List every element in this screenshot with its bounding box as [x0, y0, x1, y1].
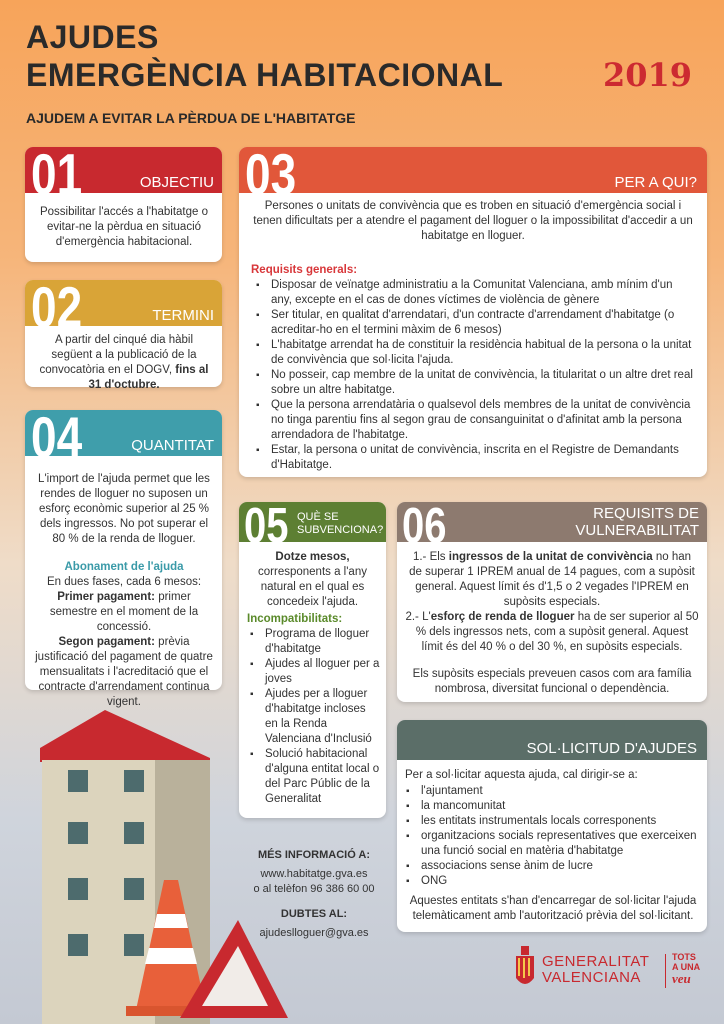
quantitat-text: L'import de l'ajuda permet que les rendes de lloguer no suposen un esforç econòmic superior al 25 % dels ingressos. No pot superar el 80 % de la renda de lloguer.: [38, 473, 210, 545]
more-info-title: MÉS INFORMACIÓ A:: [257, 849, 371, 861]
list-item: ▪ Solució habitacional d'alguna entitat local o del Parc Públic de la Generalitat: [247, 747, 381, 807]
list-item: ▪ associacions sense ànim de lucre: [403, 859, 703, 874]
section-termini: [25, 280, 222, 391]
section-quantitat-header: [25, 410, 222, 456]
section-vulnerabilitat: [397, 502, 707, 702]
sollicitud-intro: Per a sol·licitar aquesta ajuda, cal dirigir-se a:: [405, 769, 638, 781]
termini-text-main: A partir del cinqué dia hàbil següent a la publicació de la convocatòria en el DOGV,: [39, 334, 197, 376]
p1-pre: 1.- Els: [412, 551, 446, 563]
section-vulnerabilitat-header: [397, 502, 707, 542]
slogan-line-3: veu: [672, 971, 691, 986]
section-label-line-1: QUÈ SE: [297, 511, 339, 523]
coat-of-arms-icon: [512, 946, 538, 992]
sollicitud-footer: Aquestes entitats s'han d'encarregar de sol·licitar l'ajuda telemàticament amb l'autorització prèvia del sol·licitant.: [409, 895, 697, 922]
abonament-line: En dues fases, cada 6 mesos:: [46, 576, 202, 588]
list-item: ▪ la mancomunitat: [403, 799, 703, 814]
incompatibilitats-title: Incompatibilitats:: [247, 613, 343, 625]
section-objectiu-header: [25, 147, 222, 193]
phone-number: o al telèfon 96 386 60 00: [253, 883, 375, 895]
requisits-generals-list: [253, 278, 693, 473]
p1-bold: ingressos de la unitat de convivència: [448, 551, 653, 563]
primer-pagament: [33, 590, 215, 635]
title-line-2: EMERGÈNCIA HABITACIONAL: [26, 57, 504, 93]
slogan-line-2: A UNA: [672, 962, 701, 972]
subvenciona-body: corresponents a l'any natural en el qual es concedeix l'ajuda.: [258, 566, 367, 608]
section-label: TERMINI: [152, 307, 214, 324]
p2-pre: 2.- L': [405, 611, 431, 623]
logo-name: [542, 954, 649, 986]
list-item: ▪ ONG: [403, 874, 703, 889]
year: 2019: [603, 56, 693, 94]
list-item: ▪ Disposar de veïnatge administratiu a la Comunitat Valenciana, amb mínim d'un any, excepte en el cas de dones víctimes de violència de gènere: [253, 278, 693, 308]
section-subvenciona-header: [239, 502, 386, 542]
logo-line-1: GENERALITAT: [542, 953, 650, 970]
list-item: ▪ organitzacions socials representatives que exerceixen una funció social en matèria d'habitatge: [403, 829, 703, 859]
building-roof: [40, 710, 210, 762]
subvenciona-bold: Dotze mesos,: [275, 551, 350, 563]
vulnerabilitat-text: [405, 550, 699, 697]
section-number: 05: [244, 502, 289, 542]
segon-pagament-label: Segon pagament:: [58, 636, 155, 648]
slogan-line-1: TOTS: [672, 952, 696, 962]
section-quantitat: [25, 410, 222, 708]
primer-pagament-text: primer semestre en el moment de la concessió.: [49, 591, 199, 633]
list-item: ▪ Ser titular, en qualitat d'arrendatari, d'un contracte d'arrendament d'habitatge (o acreditar-ho en el termini màxim de 6 mesos): [253, 308, 693, 338]
section-sollicitud-header: [397, 720, 707, 760]
section-number: 02: [31, 280, 83, 326]
primer-pagament-label: Primer pagament:: [57, 591, 155, 603]
section-label-line-2: SUBVENCIONA?: [297, 524, 384, 536]
section-number: 04: [31, 410, 83, 456]
section-label: SOL·LICITUD D'AJUDES: [526, 740, 697, 757]
email-link[interactable]: ajudeslloguer@gva.es: [259, 927, 369, 939]
p2-post: ha de ser superior al 50 % dels ingressos nets, com a supòsit general. Aquest límit és del 40 % o del 30 %, en supòsits especials.: [415, 611, 699, 653]
sollicitud-list: [403, 784, 703, 889]
section-label: [575, 505, 699, 539]
vulnerabilitat-p3: Els supòsits especials preveuen casos com ara família nombrosa, diversitat funcional o dependència.: [412, 668, 692, 695]
section-termini-header: [25, 280, 222, 326]
section-number: 01: [31, 147, 83, 193]
per-a-qui-intro: Persones o unitats de convivència que es troben en situació d'emergència social i tenen dificultats per a atendre el pagament del lloguer o la impossibilitat d'accedir a un habitatge en lloguer.: [253, 200, 693, 242]
objectiu-text: Possibilitar l'accés a l'habitatge o evitar-ne la pèrdua en situació d'emergència habitacional.: [39, 206, 209, 248]
list-item: ▪ Que la persona arrendatària o qualsevol dels membres de la unitat de convivència no tinga parentiu fins al segon grau de consanguinitat o d'afinitat amb la persona arrendadora de l'habitatge.: [253, 398, 693, 443]
subtitle: AJUDEM A EVITAR LA PÈRDUA DE L'HABITATGE: [26, 110, 356, 126]
title-line-1: AJUDES: [26, 19, 159, 55]
subvenciona-text: [247, 550, 378, 610]
section-objectiu: [25, 147, 222, 262]
termini-text: [33, 333, 215, 393]
section-label: PER A QUI?: [614, 174, 697, 191]
section-number: 06: [402, 502, 447, 542]
list-item: ▪ L'habitatge arrendat ha de constituir la residència habitual de la persona o la unitat de convivència que sol·licita l'ajuda.: [253, 338, 693, 368]
termini-deadline: fins al 31 d'octubre.: [88, 364, 209, 391]
section-label: [297, 511, 383, 537]
abonament-block: [33, 560, 215, 710]
segon-pagament: [33, 635, 215, 710]
section-per-a-qui-header: [239, 147, 707, 193]
section-label: OBJECTIU: [139, 174, 214, 191]
vulnerabilitat-p1: [405, 550, 699, 610]
list-item: ▪ Programa de lloguer d'habitatge: [247, 627, 381, 657]
logo-divider: [665, 954, 666, 988]
section-number: 03: [245, 147, 297, 193]
segon-pagament-text: prèvia justificació del pagament de quatre mensualitats i l'acreditació que el contracte d'arrendament continua vigent.: [35, 636, 213, 708]
section-sollicitud: [397, 720, 707, 932]
section-label-line-2: VULNERABILITAT: [575, 522, 699, 539]
generalitat-logo: [512, 946, 712, 996]
list-item: ▪ l'ajuntament: [403, 784, 703, 799]
section-per-a-qui: [239, 147, 707, 477]
vulnerabilitat-p2: [405, 610, 699, 655]
abonament-title: Abonament de l'ajuda: [64, 561, 184, 573]
p2-bold: esforç de renda de lloguer: [430, 611, 575, 623]
list-item: ▪ Ajudes per a lloguer d'habitatge incloses en la Renda Valenciana d'Inclusió: [247, 687, 381, 747]
logo-line-2: VALENCIANA: [542, 969, 641, 986]
list-item: ▪ Ajudes al lloguer per a joves: [247, 657, 381, 687]
logo-slogan: [672, 952, 700, 986]
building-illustration: [30, 710, 290, 1024]
section-label-line-1: REQUISITS DE: [593, 505, 699, 522]
requisits-generals-title: Requisits generals:: [251, 264, 358, 276]
section-label: QUANTITAT: [131, 437, 214, 454]
website-link[interactable]: www.habitatge.gva.es: [260, 868, 368, 880]
list-item: ▪ les entitats instrumentals locals corresponents: [403, 814, 703, 829]
p1-post: no han de superar 1 IPREM anual de 14 pagues, com a supòsit general. Aquest límit és d'1,5 o 2 vegades l'IPREM en supòsits especials.: [409, 551, 695, 608]
doubts-title: DUBTES AL:: [280, 908, 348, 920]
list-item: ▪ No posseir, cap membre de la unitat de convivència, la titularitat o un altre dret real sobre un altre habitatge.: [253, 368, 693, 398]
list-item: ▪ Estar, la persona o unitat de convivència, inscrita en el Registre de Demandants d'Habitatge.: [253, 443, 693, 473]
